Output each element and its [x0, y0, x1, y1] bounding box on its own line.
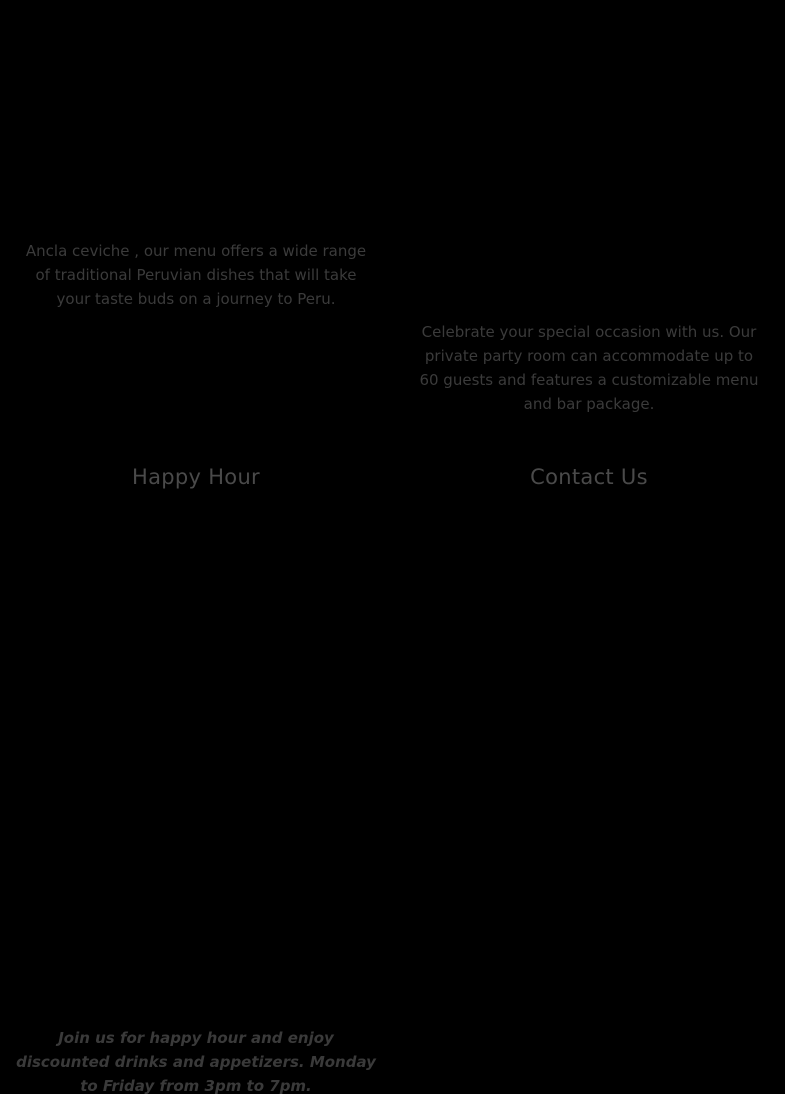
contact-us-heading: Contact Us: [530, 465, 648, 489]
private-party-description: Celebrate your special occasion with us. Our private party room can accommodate up to 60 guests and features a customizable menu and bar package.: [419, 323, 759, 413]
menu-description: Ancla ceviche , our menu offers a wide range of traditional Peruvian dishes that will take your taste buds on a journey to Peru.: [25, 242, 367, 308]
happy-hour-description: Join us for happy hour and enjoy discounted drinks and appetizers. Monday to Friday from 3pm to 7pm.: [16, 1029, 376, 1094]
happy-hour-heading: Happy Hour: [131, 465, 260, 489]
